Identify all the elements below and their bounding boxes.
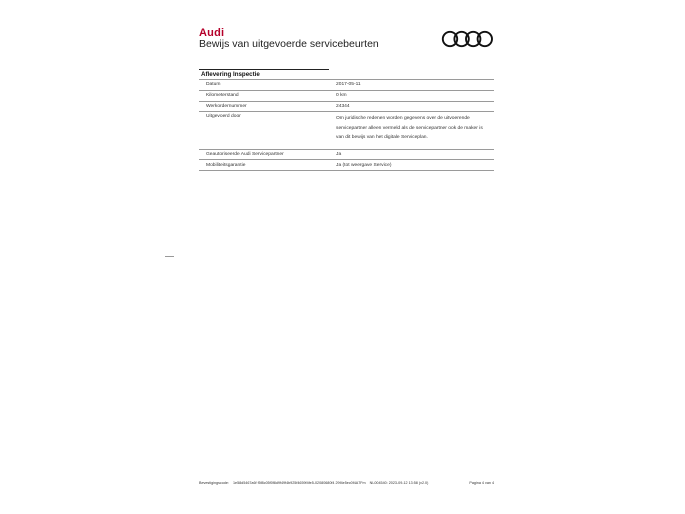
- row-value: Ja (tot weergave Service): [336, 162, 392, 168]
- table-row-mobiliteitsgarantie: [199, 159, 494, 171]
- row-value: 24344: [336, 103, 350, 109]
- table-row-kilometerstand: [199, 90, 494, 101]
- footer-left: [199, 481, 431, 485]
- confirmation-code-label: Bevestigingscode:: [199, 481, 229, 485]
- table-row-uitgevoerd-door: [199, 111, 494, 148]
- table-row-datum: [199, 79, 494, 90]
- margin-mark: [165, 256, 174, 257]
- brand-name: Audi: [199, 27, 225, 39]
- row-value: Ja: [336, 151, 342, 157]
- page-footer: [199, 481, 494, 485]
- table-row-werkordernummer: [199, 101, 494, 112]
- row-value: 0 km: [336, 92, 347, 98]
- value-line: servicepartner alleen vermeld als de servicepartner ook de maker is: [336, 125, 483, 131]
- section-title: Aflevering Inspectie: [201, 71, 260, 78]
- row-label: Datum: [206, 82, 221, 88]
- audi-rings-icon: [441, 30, 494, 48]
- row-label: Uitgevoerd door: [206, 114, 241, 120]
- row-value-multiline: [329, 112, 494, 148]
- value-line: Om juridische redenen worden gegevens over de uitvoerende: [336, 116, 470, 122]
- row-label: Mobiliteitsgarantie: [206, 162, 246, 168]
- row-label: Kilometerstand: [206, 92, 239, 98]
- page-title: Bewijs van uitgevoerde servicebeurten: [199, 38, 379, 50]
- table-row-servicepartner: [199, 149, 494, 160]
- page-number: Pagina 4 van 4: [469, 481, 494, 485]
- inspection-table: [199, 79, 494, 171]
- row-label: Geautoriseerde Audi Servicepartner: [206, 151, 284, 157]
- row-spacer: [336, 142, 494, 147]
- document-reference: NL004540: 2023-09-12 13:58 (v2.0): [369, 481, 429, 485]
- confirmation-code: 1e58d5467a6f f5f8c05f0f8d9f49f4b925f4659f4fe5-02080680f4 29f4e5ec0f4A7Fm: [232, 481, 366, 485]
- row-value: 2017-05-11: [336, 82, 361, 88]
- value-line: van dit bewijs van het digitale Serviceplan.: [336, 134, 428, 140]
- row-label: Werkordernummer: [206, 103, 247, 109]
